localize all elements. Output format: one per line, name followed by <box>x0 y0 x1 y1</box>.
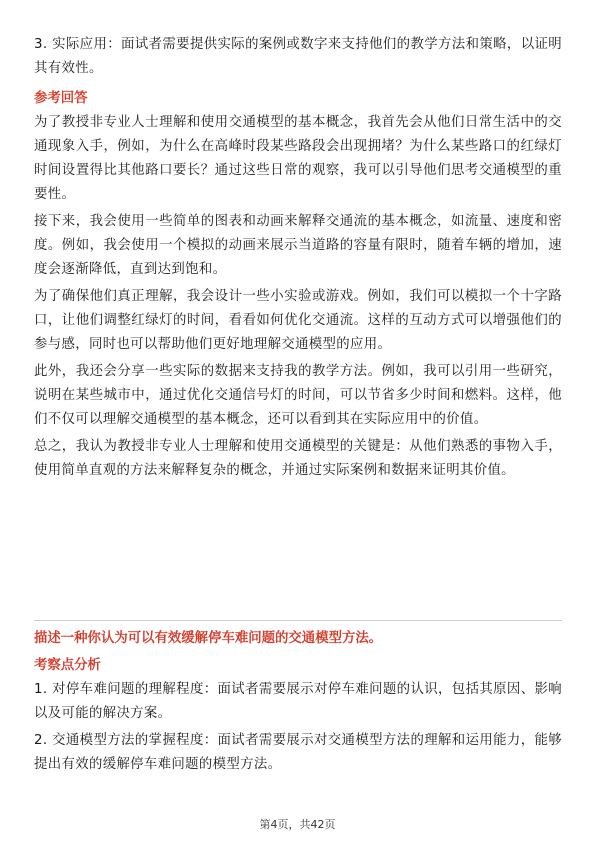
analysis-heading: 考察点分析 <box>34 658 101 673</box>
answer-paragraph: 为了教授非专业人士理解和使用交通模型的基本概念，我首先会从他们日常生活中的交通现象入手，例如，为什么在高峰时段某些路段会出现拥堵？为什么某些路口的红绿灯时间设置得比其他路口要长？通过这些日常的观察，我可以引导他们思考交通模型的重要性。 <box>34 115 562 202</box>
analysis-item: 1. 对停车难问题的理解程度：面试者需要展示对停车难问题的认识，包括其原因、影响以及可能的解决方案。 <box>34 682 562 721</box>
answer-heading: 参考回答 <box>34 91 88 106</box>
answer-paragraph: 为了确保他们真正理解，我会设计一些小实验或游戏。例如，我们可以模拟一个十字路口，让他们调整红绿灯的时间，看看如何优化交通流。这样的互动方式可以增强他们的参与感，同时也可以帮助他们更好地理解交通模型的应用。 <box>34 289 562 352</box>
section-question <box>34 627 562 777</box>
section-answer <box>34 33 562 483</box>
analysis-item: 2. 交通模型方法的掌握程度：面试者需要展示对交通模型方法的理解和运用能力，能够提出有效的缓解停车难问题的模型方法。 <box>34 733 562 772</box>
answer-paragraph: 此外，我还会分享一些实际的数据来支持我的教学方法。例如，我可以引用一些研究，说明在某些城市中，通过优化交通信号灯的时间，可以节省多少时间和燃料。这样，他们不仅可以理解交通模型的基本概念，还可以看到其在实际应用中的价值。 <box>34 364 562 427</box>
section-divider <box>34 620 562 621</box>
question-heading: 描述一种你认为可以有效缓解停车难问题的交通模型方法。 <box>34 631 383 646</box>
page-number: 第4页，共42页 <box>259 818 336 831</box>
answer-paragraph: 总之，我认为教授非专业人士理解和使用交通模型的关键是：从他们熟悉的事物入手，使用简单直观的方法来解释复杂的概念，并通过实际案例和数据来证明其价值。 <box>34 439 562 478</box>
assessment-item-3: 3. 实际应用：面试者需要提供实际的案例或数字来支持他们的教学方法和策略，以证明其有效性。 <box>34 37 562 76</box>
answer-paragraph: 接下来，我会使用一些简单的图表和动画来解释交通流的基本概念，如流量、速度和密度。例如，我会使用一个模拟的动画来展示当道路的容量有限时，随着车辆的增加，速度会逐渐降低，直到达到饱和。 <box>34 214 562 277</box>
